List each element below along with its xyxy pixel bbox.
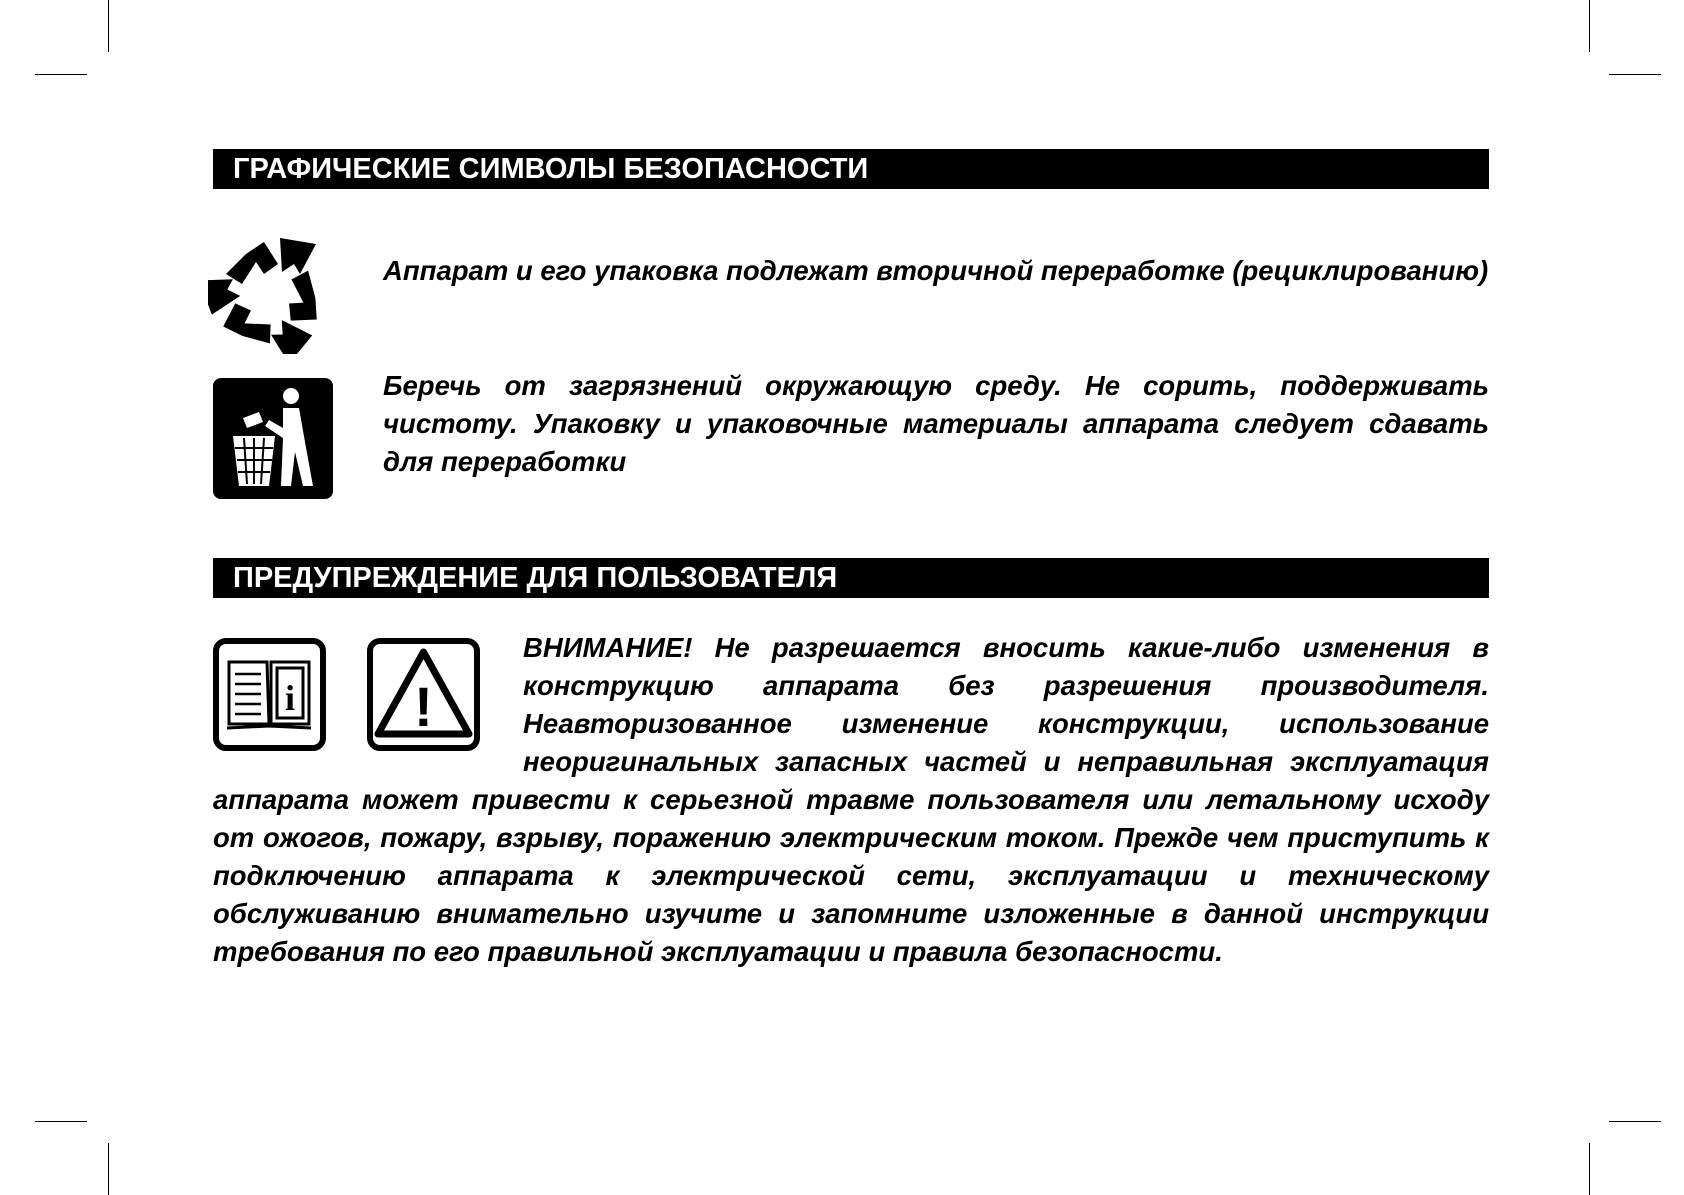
crop-mark (1609, 1121, 1661, 1122)
recycle-icon (208, 234, 328, 354)
recycle-text: Аппарат и его упаковка подлежат вторичной переработке (рециклированию) (383, 255, 1489, 286)
crop-mark (35, 74, 87, 75)
warning-paragraph (213, 629, 1489, 971)
warning-text: ВНИМАНИЕ! Не разрешается вносить какие-либо изменения в конструкцию аппарата без разрешения производителя. Неавторизованное изменение конструкции, использование неоригинальных запасных частей и неправильная эксплуатация аппарата может привести к серьезной травме пользователя или летальному исходу от ожогов, пожару, взрыву, поражению электрическим током. Прежде чем приступить к подключению аппарата к электрической сети, эксплуатации и техническому обслуживанию внимательно изучите и запомните изложенные в данной инструкции требования по его правильной эксплуатации и правила безопасности. (213, 632, 1489, 967)
crop-mark (1589, 1143, 1590, 1195)
crop-mark (1589, 0, 1590, 52)
crop-mark (1609, 74, 1661, 75)
section-title-user-warning: ПРЕДУПРЕЖДЕНИЕ ДЛЯ ПОЛЬЗОВАТЕЛЯ (213, 558, 1489, 598)
litter-bin-icon (213, 378, 333, 499)
crop-mark (35, 1121, 87, 1122)
environment-text: Беречь от загрязнений окружающую среду. Не сорить, поддерживать чистоту. Упаковку и упаковочные материалы аппарата следует сдавать для переработки (383, 370, 1489, 477)
section-title-safety-symbols: ГРАФИЧЕСКИЕ СИМВОЛЫ БЕЗОПАСНОСТИ (213, 149, 1489, 189)
manual-icon-letter: i (284, 678, 296, 718)
warning-icon-mark: ! (414, 675, 433, 738)
icon-spacer (213, 629, 523, 781)
crop-mark (108, 1143, 109, 1195)
crop-mark (108, 0, 109, 52)
